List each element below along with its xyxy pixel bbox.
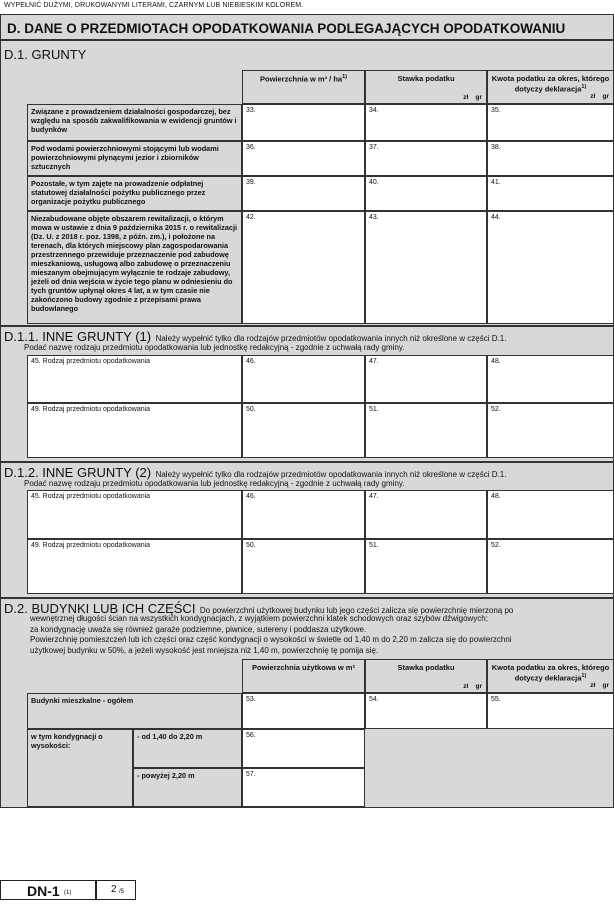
d2-sub-row-label: - powyżej 2,20 m bbox=[133, 768, 242, 807]
field-40[interactable]: 40. bbox=[365, 176, 487, 211]
field-51[interactable]: 51. bbox=[365, 539, 487, 594]
field-44[interactable]: 44. bbox=[487, 211, 614, 324]
field-36[interactable]: 36. bbox=[242, 141, 365, 176]
section-d-header: D. DANE O PRZEDMIOTACH OPODATKOWANIA PODLEGAJĄCYCH OPODATKOWANIU bbox=[0, 14, 614, 40]
field-46[interactable]: 46. bbox=[242, 490, 365, 539]
d2-title-line: D.2. BUDYNKI LUB ICH CZĘŚCI Do powierzchni użytkowej budynku lub jego części zalicza się powierzchnię mierzoną po bbox=[4, 601, 514, 616]
field-56[interactable]: 56. bbox=[242, 729, 365, 768]
d2-col-tax: Kwota podatku za okres, którego dotyczy deklaracja$^{1)}$ zł gr bbox=[487, 659, 614, 693]
field-35[interactable]: 35. bbox=[487, 104, 614, 141]
field-47[interactable]: 47. bbox=[365, 355, 487, 403]
field-33[interactable]: 33. bbox=[242, 104, 365, 141]
field-49[interactable]: 49. Rodzaj przedmiotu opodatkowania bbox=[27, 403, 242, 458]
field-48[interactable]: 48. bbox=[487, 490, 614, 539]
field-34[interactable]: 34. bbox=[365, 104, 487, 141]
d1-row-label: Związane z prowadzeniem działalności gospodarczej, bez względu na sposób zakwalifikowania w ewidencji gruntów i budynków bbox=[27, 104, 242, 141]
d12-note: Podać nazwę rodzaju przedmiotu opodatkowania lub jednostkę redakcyjną - zgodnie z uchwałą rady gminy. bbox=[24, 479, 405, 488]
d1-row-label: Niezabudowane objęte obszarem rewitalizacji, o którym mowa w ustawie z dnia 9 października 2015 r. o rewitalizacji (Dz. U. z 2018 r. poz. 1398, z późn. zm.), i położone na terenach, dla których miejscowy plan zagospodarowania przestrzennego przewiduje przeznaczenie pod zabudowę mieszkaniową, usługową albo zabudowę o przeznaczeniu mieszanym obejmującym wyłącznie te rodzaje zabudowy, jeżeli od dnia wejścia w życie tego planu w odniesieniu do tych gruntów upłynął okres 4 lat, a w tym czasie nie zakończono budowy zgodnie z przepisami prawa budowlanego bbox=[27, 211, 242, 324]
d11-title-line: D.1.1. INNE GRUNTY (1) Należy wypełnić tylko dla rodzajów przedmiotów opodatkowania innych niż określone w części D.1. bbox=[4, 329, 507, 344]
field-47[interactable]: 47. bbox=[365, 490, 487, 539]
d1-row-label: Pozostałe, w tym zajęte na prowadzenie odpłatnej statutowej działalności pożytku publicznego przez organizacje pożytku publicznego bbox=[27, 176, 242, 211]
d2-total-label: Budynki mieszkalne - ogółem bbox=[27, 693, 242, 729]
d1-col-rate: Stawka podatku zł gr bbox=[365, 70, 487, 104]
d1-col-tax: Kwota podatku za okres, którego dotyczy deklaracja$^{1)}$ zł gr bbox=[487, 70, 614, 104]
d1-col-area: Powierzchnia w $m^2 / ha^{1)}$ bbox=[242, 70, 365, 104]
d1-row-label: Pod wodami powierzchniowymi stojącymi lub wodami powierzchniowymi płynącymi jezior i zbiorników sztucznych bbox=[27, 141, 242, 176]
field-52[interactable]: 52. bbox=[487, 403, 614, 458]
field-39[interactable]: 39. bbox=[242, 176, 365, 211]
fill-instruction: WYPEŁNIĆ DUŻYMI, DRUKOWANYMI LITERAMI, CZARNYM LUB NIEBIESKIM KOLOREM. bbox=[4, 2, 304, 9]
page-number-box: 2 /5 bbox=[96, 880, 136, 900]
field-57[interactable]: 57. bbox=[242, 768, 365, 807]
form-id-box: DN-1 (1) bbox=[0, 880, 96, 900]
d2-sub-row-label: - od 1,40 do 2,20 m bbox=[133, 729, 242, 768]
field-43[interactable]: 43. bbox=[365, 211, 487, 324]
field-54[interactable]: 54. bbox=[365, 693, 487, 729]
d2-col-area: Powierzchnia użytkowa w m² bbox=[242, 659, 365, 693]
d1-title: D.1. GRUNTY bbox=[4, 47, 87, 62]
field-38[interactable]: 38. bbox=[487, 141, 614, 176]
field-50[interactable]: 50. bbox=[242, 539, 365, 594]
d11-note: Podać nazwę rodzaju przedmiotu opodatkowania lub jednostkę redakcyjną - zgodnie z uchwałą rady gminy. bbox=[24, 343, 405, 352]
field-50[interactable]: 50. bbox=[242, 403, 365, 458]
field-52[interactable]: 52. bbox=[487, 539, 614, 594]
field-45[interactable]: 45. Rodzaj przedmiotu opodatkowania bbox=[27, 355, 242, 403]
field-55[interactable]: 55. bbox=[487, 693, 614, 729]
field-41[interactable]: 41. bbox=[487, 176, 614, 211]
field-45[interactable]: 45. Rodzaj przedmiotu opodatkowania bbox=[27, 490, 242, 539]
d2-sub-label: w tym kondygnacji o wysokości: bbox=[27, 729, 133, 807]
d12-title-line: D.1.2. INNE GRUNTY (2) Należy wypełnić tylko dla rodzajów przedmiotów opodatkowania innych niż określone w części D.1. bbox=[4, 465, 507, 480]
field-48[interactable]: 48. bbox=[487, 355, 614, 403]
d2-col-rate: Stawka podatku zł gr bbox=[365, 659, 487, 693]
field-51[interactable]: 51. bbox=[365, 403, 487, 458]
field-46[interactable]: 46. bbox=[242, 355, 365, 403]
field-42[interactable]: 42. bbox=[242, 211, 365, 324]
field-49[interactable]: 49. Rodzaj przedmiotu opodatkowania bbox=[27, 539, 242, 594]
field-37[interactable]: 37. bbox=[365, 141, 487, 176]
field-53[interactable]: 53. bbox=[242, 693, 365, 729]
d2-note: wewnętrznej długości ścian na wszystkich kondygnacjach, z wyjątkiem powierzchni klatek schodowych oraz szybów dźwigowych; za kondygnację uważa się również garaże podziemne, piwnice, sutereny i poddasza użytkowe. Powierzchnię pomieszczeń lub ich części oraz część kondygnacji o wysokości w świetle od 1,40 m do 2,20 m zalicza się do powierzchni użytkowej budynku w 50%, a jeżeli wysokość jest mniejsza niż 1,40 m, powierzchnię tę pomija się. bbox=[30, 614, 512, 655]
